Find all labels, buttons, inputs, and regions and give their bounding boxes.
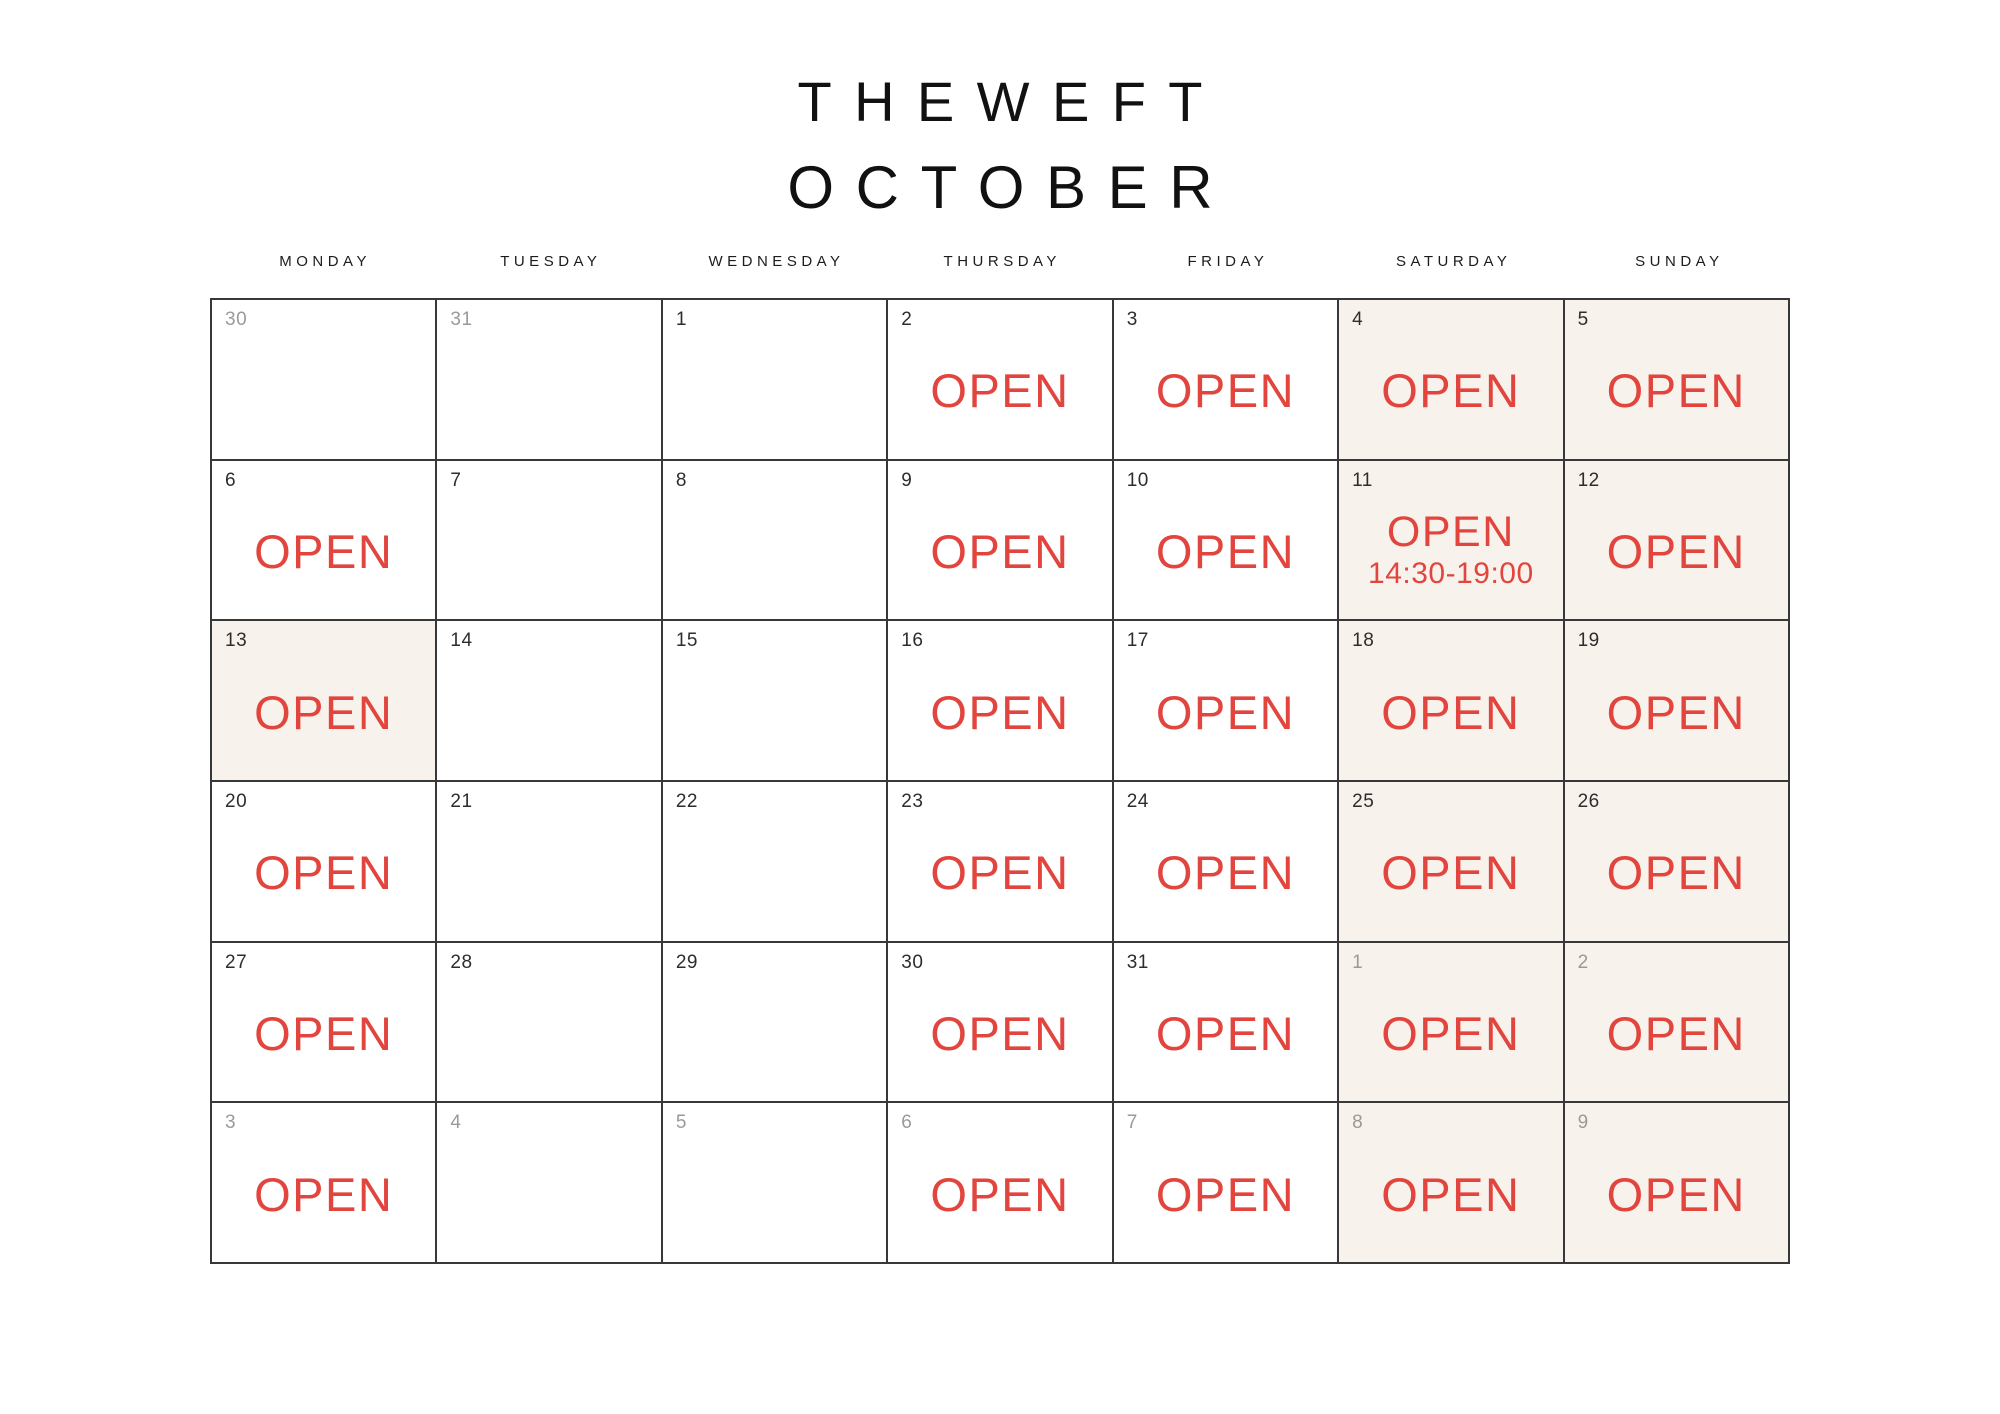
calendar-day-cell: [212, 1103, 437, 1264]
open-label: OPEN: [1606, 524, 1746, 578]
day-number: 3: [1126, 309, 1138, 330]
calendar-day-cell: [437, 943, 662, 1104]
open-wrap: [888, 331, 1111, 459]
day-number: 30: [901, 951, 924, 973]
day-number: 9: [901, 469, 913, 491]
open-wrap: [1339, 813, 1562, 941]
open-label: OPEN: [254, 524, 394, 578]
calendar-day-cell: [437, 300, 662, 461]
open-wrap: [1114, 1134, 1337, 1262]
weekday-header-row: [210, 248, 1790, 274]
calendar-day-cell: [1565, 943, 1790, 1104]
day-number: 30: [225, 309, 248, 330]
day-number: 26: [1577, 791, 1600, 812]
open-label: OPEN: [1381, 364, 1521, 418]
open-wrap: [1339, 331, 1562, 459]
day-number: 23: [901, 791, 924, 812]
open-label: OPEN: [1606, 1006, 1746, 1060]
open-label: OPEN: [1381, 846, 1521, 900]
calendar-day-cell: [888, 300, 1113, 461]
calendar-day-cell: [1565, 461, 1790, 622]
weekday-label-sunday: SUNDAY: [1635, 252, 1724, 270]
calendar-day-cell: [888, 1103, 1113, 1264]
open-wrap: [1114, 652, 1337, 780]
calendar-day-cell: [1339, 461, 1564, 622]
day-number: 1: [675, 309, 687, 330]
day-number: 9: [1577, 1112, 1589, 1134]
open-wrap: [1114, 813, 1337, 941]
day-number: 6: [901, 1112, 913, 1134]
day-number: 15: [675, 630, 698, 652]
open-label: OPEN: [1606, 364, 1746, 418]
calendar-day-cell: [1339, 300, 1564, 461]
calendar-day-cell: [888, 461, 1113, 622]
day-number: 8: [675, 469, 687, 491]
calendar-day-cell: [437, 621, 662, 782]
open-wrap: [888, 492, 1111, 620]
calendar-day-cell: [663, 782, 888, 943]
open-label: OPEN: [254, 685, 394, 739]
day-number: 20: [225, 791, 248, 812]
open-wrap: [1339, 1134, 1562, 1262]
open-label: OPEN: [254, 846, 394, 900]
day-number: 4: [450, 1112, 462, 1134]
calendar-day-cell: [1339, 621, 1564, 782]
calendar-day-cell: [1114, 461, 1339, 622]
calendar-day-cell: [888, 782, 1113, 943]
day-number: 19: [1577, 630, 1600, 652]
open-wrap: [1114, 492, 1337, 620]
day-number: 11: [1352, 469, 1373, 491]
day-number: 14: [450, 630, 473, 652]
day-number: 27: [225, 951, 248, 973]
day-number: 28: [450, 951, 473, 973]
day-number: 17: [1126, 630, 1149, 652]
day-number: 31: [450, 309, 473, 330]
open-label: OPEN: [1606, 685, 1746, 739]
open-label: OPEN: [1381, 685, 1521, 739]
day-number: 5: [675, 1112, 687, 1134]
open-label: OPEN: [930, 685, 1070, 739]
calendar-day-cell: [663, 621, 888, 782]
day-number: 18: [1352, 630, 1375, 652]
open-wrap: [1339, 974, 1562, 1102]
month-title: OCTOBER: [787, 154, 1235, 221]
day-number: 25: [1352, 791, 1375, 812]
open-wrap: [212, 652, 435, 780]
calendar-day-cell: [1565, 1103, 1790, 1264]
calendar-day-cell: [888, 943, 1113, 1104]
calendar-day-cell: [663, 300, 888, 461]
open-wrap: [888, 974, 1111, 1102]
calendar-day-cell: [1565, 621, 1790, 782]
calendar-day-cell: [1114, 300, 1339, 461]
day-number: 5: [1577, 309, 1589, 330]
day-number: 31: [1126, 951, 1149, 973]
open-wrap: [1565, 974, 1788, 1102]
day-number: 16: [901, 630, 924, 652]
calendar-day-cell: [1339, 943, 1564, 1104]
weekday-label-monday: MONDAY: [279, 252, 371, 270]
open-wrap: [1339, 492, 1562, 620]
calendar-day-cell: [1114, 1103, 1339, 1264]
open-label: OPEN: [1606, 1167, 1746, 1221]
open-wrap: [1114, 331, 1337, 459]
open-label: OPEN: [1381, 1006, 1521, 1060]
calendar-grid: [210, 298, 1790, 1264]
open-label: OPEN: [1155, 685, 1296, 739]
open-label: OPEN: [254, 1006, 394, 1060]
open-wrap: [1565, 813, 1788, 941]
open-label: OPEN: [930, 1167, 1070, 1221]
open-label: OPEN: [254, 1167, 394, 1221]
open-label: OPEN: [930, 1006, 1070, 1060]
open-wrap: [212, 1134, 435, 1262]
calendar-day-cell: [1114, 621, 1339, 782]
open-wrap: [1114, 974, 1337, 1102]
open-wrap: [1565, 492, 1788, 620]
day-number: 2: [1577, 951, 1589, 973]
open-wrap: [888, 652, 1111, 780]
calendar-day-cell: [663, 943, 888, 1104]
open-label: OPEN: [1381, 1167, 1521, 1221]
day-number: 8: [1352, 1112, 1364, 1134]
open-wrap: [888, 1134, 1111, 1262]
open-wrap: [1339, 652, 1562, 780]
weekday-label-friday: FRIDAY: [1187, 252, 1269, 270]
calendar-day-cell: [212, 943, 437, 1104]
day-number: 7: [1126, 1112, 1138, 1134]
calendar-day-cell: [1114, 943, 1339, 1104]
day-number: 7: [450, 469, 462, 491]
calendar-day-cell: [1339, 782, 1564, 943]
open-label: OPEN: [1155, 1006, 1296, 1060]
weekday-label-saturday: SATURDAY: [1395, 252, 1512, 270]
open-label: OPEN: [1155, 1167, 1296, 1221]
day-number: 10: [1126, 469, 1149, 491]
calendar-day-cell: [663, 461, 888, 622]
day-number: 24: [1126, 791, 1149, 812]
open-wrap: [212, 813, 435, 941]
day-number: 2: [901, 309, 913, 330]
calendar-day-cell: [437, 1103, 662, 1264]
open-label: OPEN: [1386, 508, 1515, 557]
calendar-day-cell: [212, 621, 437, 782]
day-number: 4: [1352, 309, 1364, 330]
day-number: 13: [225, 630, 248, 652]
open-label: OPEN: [1606, 846, 1746, 900]
calendar-day-cell: [1565, 300, 1790, 461]
open-label: OPEN: [930, 846, 1070, 900]
open-label: OPEN: [930, 364, 1070, 418]
open-wrap: [1565, 331, 1788, 459]
calendar-day-cell: [1565, 782, 1790, 943]
open-label: OPEN: [930, 524, 1070, 578]
calendar-day-cell: [212, 461, 437, 622]
open-wrap: [212, 974, 435, 1102]
calendar-day-cell: [1339, 1103, 1564, 1264]
open-label: OPEN: [1155, 846, 1296, 900]
calendar-day-cell: [663, 1103, 888, 1264]
open-wrap: [1565, 652, 1788, 780]
weekday-label-thursday: THURSDAY: [943, 252, 1061, 270]
open-hours: 14:30-19:00: [1368, 557, 1534, 591]
day-number: 21: [450, 791, 473, 812]
calendar-day-cell: [437, 461, 662, 622]
open-label: OPEN: [1155, 524, 1296, 578]
open-wrap: [212, 492, 435, 620]
day-number: 3: [225, 1112, 237, 1134]
brand-title: THEWEFT: [797, 70, 1225, 133]
open-label: OPEN: [1155, 364, 1296, 418]
day-number: 6: [225, 469, 237, 491]
calendar-day-cell: [888, 621, 1113, 782]
weekday-label-tuesday: TUESDAY: [500, 252, 602, 270]
day-number: 12: [1577, 469, 1600, 491]
open-wrap: [1565, 1134, 1788, 1262]
open-wrap: [888, 813, 1111, 941]
day-number: 1: [1352, 951, 1364, 973]
calendar-day-cell: [212, 782, 437, 943]
day-number: 22: [675, 791, 698, 812]
weekday-label-wednesday: WEDNESDAY: [708, 252, 845, 270]
day-number: 29: [675, 951, 698, 973]
calendar-day-cell: [212, 300, 437, 461]
calendar-day-cell: [437, 782, 662, 943]
calendar-day-cell: [1114, 782, 1339, 943]
